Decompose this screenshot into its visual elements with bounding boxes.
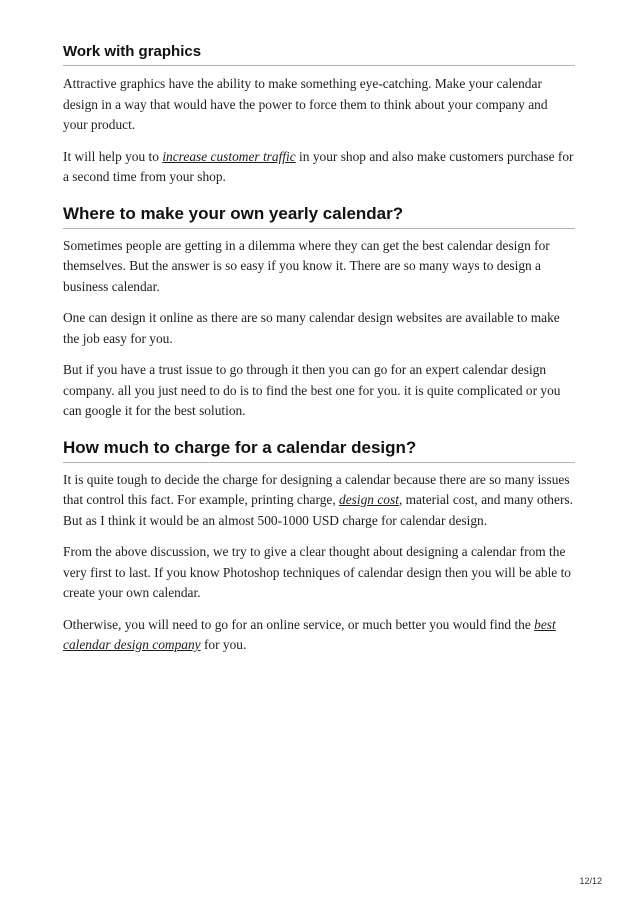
section-heading: Work with graphics [63, 42, 575, 66]
paragraph [63, 147, 575, 188]
design-cost-link[interactable]: design cost [339, 492, 399, 507]
paragraph [63, 615, 575, 656]
paragraph-text: in your shop and also make customers purchase for a second time from your shop. [63, 148, 574, 184]
paragraph: One can design it online as there are so many calendar design websites are available to make the job easy for you. [63, 310, 560, 346]
paragraph-text: Otherwise, you will need to go for an online service, or much better you would find the [63, 616, 535, 632]
section-heading: How much to charge for a calendar design? [63, 437, 575, 463]
section-heading: Where to make your own yearly calendar? [63, 203, 575, 229]
section-how-much-to-charge [63, 437, 575, 656]
page-number: 12/12 [579, 876, 602, 886]
section-work-with-graphics [63, 42, 575, 188]
best-calendar-design-company-link[interactable]: best calendar design company [63, 616, 556, 652]
paragraph-text: , material cost, and many others. But as I think it would be an almost 500-1000 USD charge for calendar design. [63, 492, 573, 528]
paragraph-text: It is quite tough to decide the charge for designing a calendar because there are so many issues that control this fact. For example, printing charge, [63, 471, 570, 507]
increase-customer-traffic-link[interactable]: increase customer traffic [162, 148, 296, 164]
paragraph: But if you have a trust issue to go through it then you can go for an expert calendar design company. all you just need to do is to find the best one for you. it is quite complicated or you can google it for the best solution. [63, 362, 561, 418]
section-where-to-make-calendar [63, 203, 575, 422]
paragraph-text: for you. [200, 637, 247, 652]
paragraph: Sometimes people are getting in a dilemma where they can get the best calendar design for themselves. But the answer is so easy if you know it. There are so many ways to design a business calendar. [63, 237, 550, 294]
paragraph: From the above discussion, we try to give a clear thought about designing a calendar from the very first to last. If you know Photoshop techniques of calendar design then you will be able to create your own calendar. [63, 544, 571, 600]
document-page [63, 42, 575, 656]
paragraph [63, 470, 575, 532]
paragraph-text: It will help you to [63, 148, 163, 164]
paragraph: Attractive graphics have the ability to make something eye-catching. Make your calendar design in a way that would have the power to force them to think about your company and your product. [63, 76, 548, 132]
